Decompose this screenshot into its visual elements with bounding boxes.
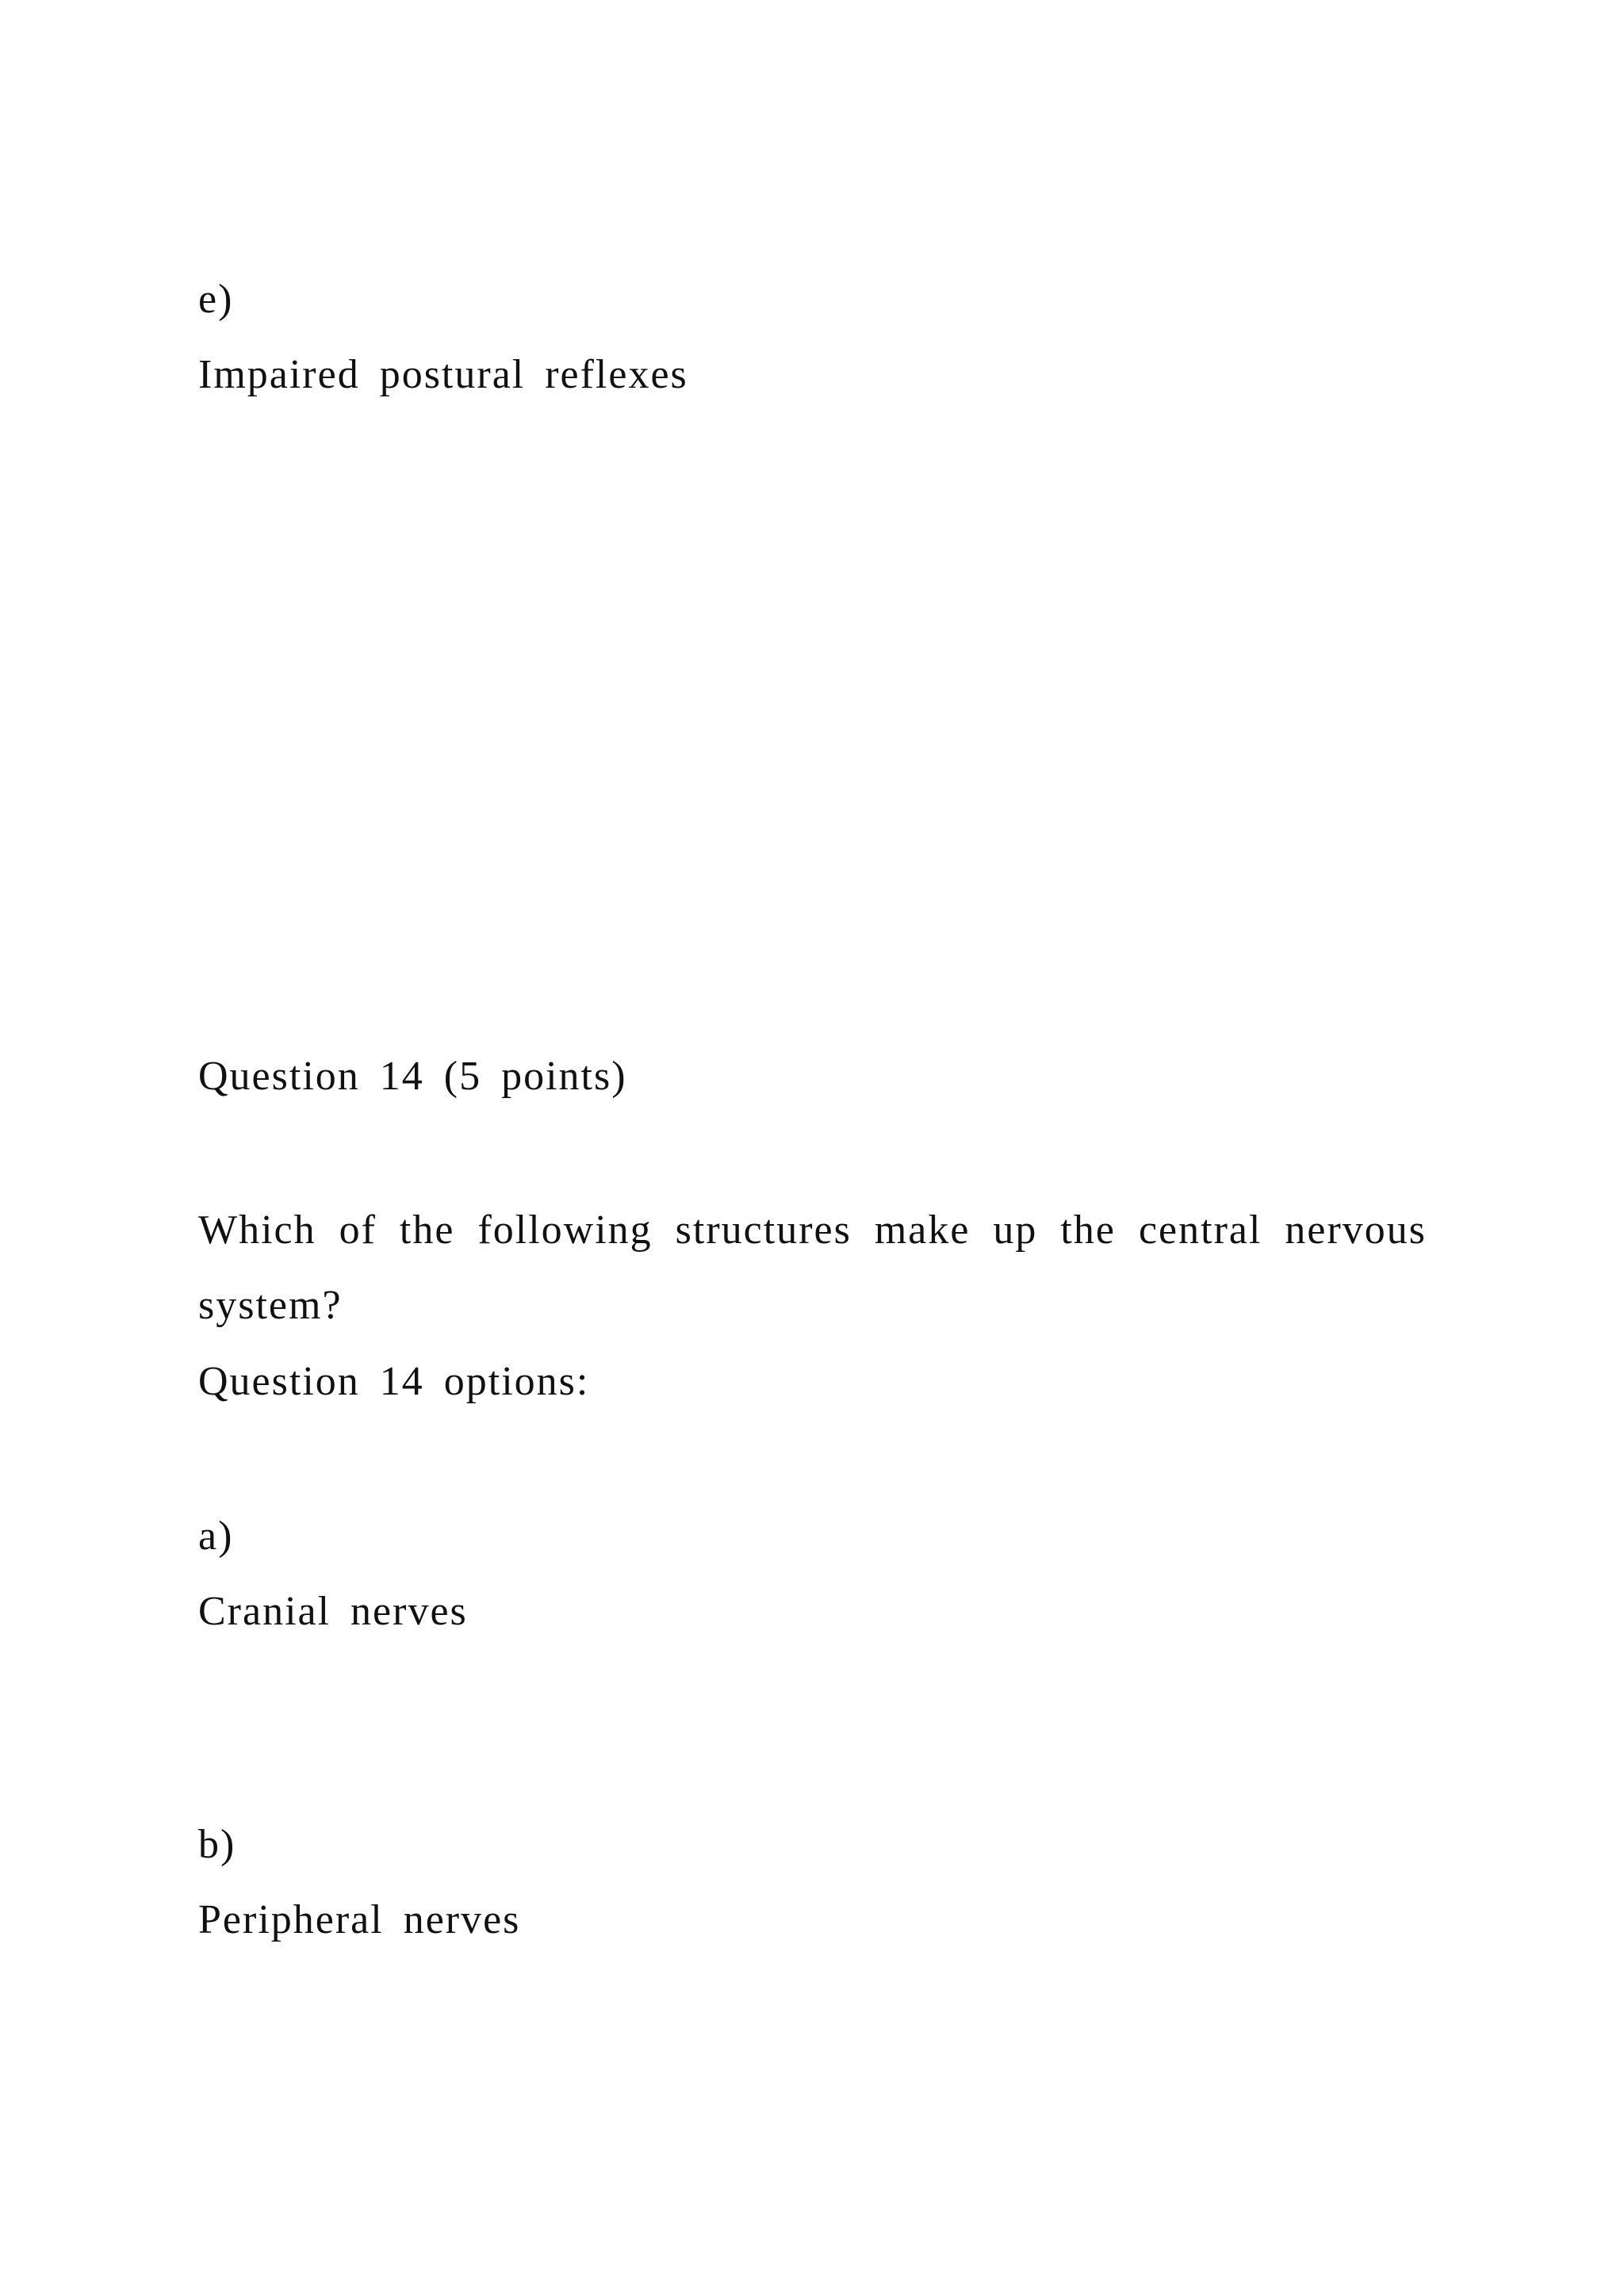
question-text-line-2: system? — [198, 1283, 343, 1328]
option-e-text[interactable]: Impaired postural reflexes — [198, 352, 688, 397]
option-a-letter: a) — [198, 1513, 234, 1559]
option-b-letter: b) — [198, 1822, 236, 1867]
question-options-label: Question 14 options: — [198, 1359, 590, 1404]
question-text-line-1: Which of the following structures make up the central nervous — [198, 1207, 1427, 1253]
option-b-text[interactable]: Peripheral nerves — [198, 1897, 521, 1942]
option-a-text[interactable]: Cranial nerves — [198, 1589, 468, 1634]
option-e-letter: e) — [198, 277, 234, 322]
question-header: Question 14 (5 points) — [198, 1054, 627, 1099]
